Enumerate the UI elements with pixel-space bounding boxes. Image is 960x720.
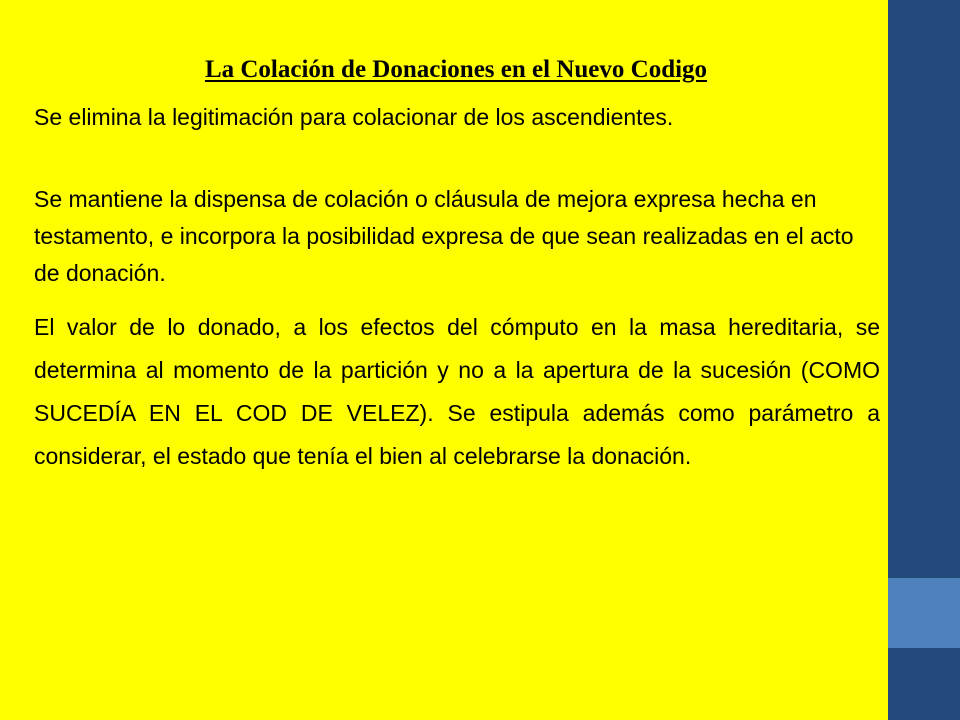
sidebar-accent-block [888,578,960,648]
paragraph-ascendientes: Se elimina la legitimación para colacionar de los ascendientes. [34,104,674,130]
slide-title: La Colación de Donaciones en el Nuevo Codigo [204,56,708,83]
paragraph-dispensa: Se mantiene la dispensa de colación o cláusula de mejora expresa hecha en testamento, e incorpora la posibilidad expresa de que sean realizadas en el acto de donación. [34,186,854,286]
paragraph-valor-donado: El valor de lo donado, a los efectos del cómputo en la masa hereditaria, se determina al momento de la partición y no a la apertura de la sucesión (COMO SUCEDÍA EN EL COD DE VELEZ). Se estipula además como parámetro a considerar, el estado que tenía el bien al celebrarse la donación. [34,314,880,469]
decorative-sidebar [888,0,960,720]
